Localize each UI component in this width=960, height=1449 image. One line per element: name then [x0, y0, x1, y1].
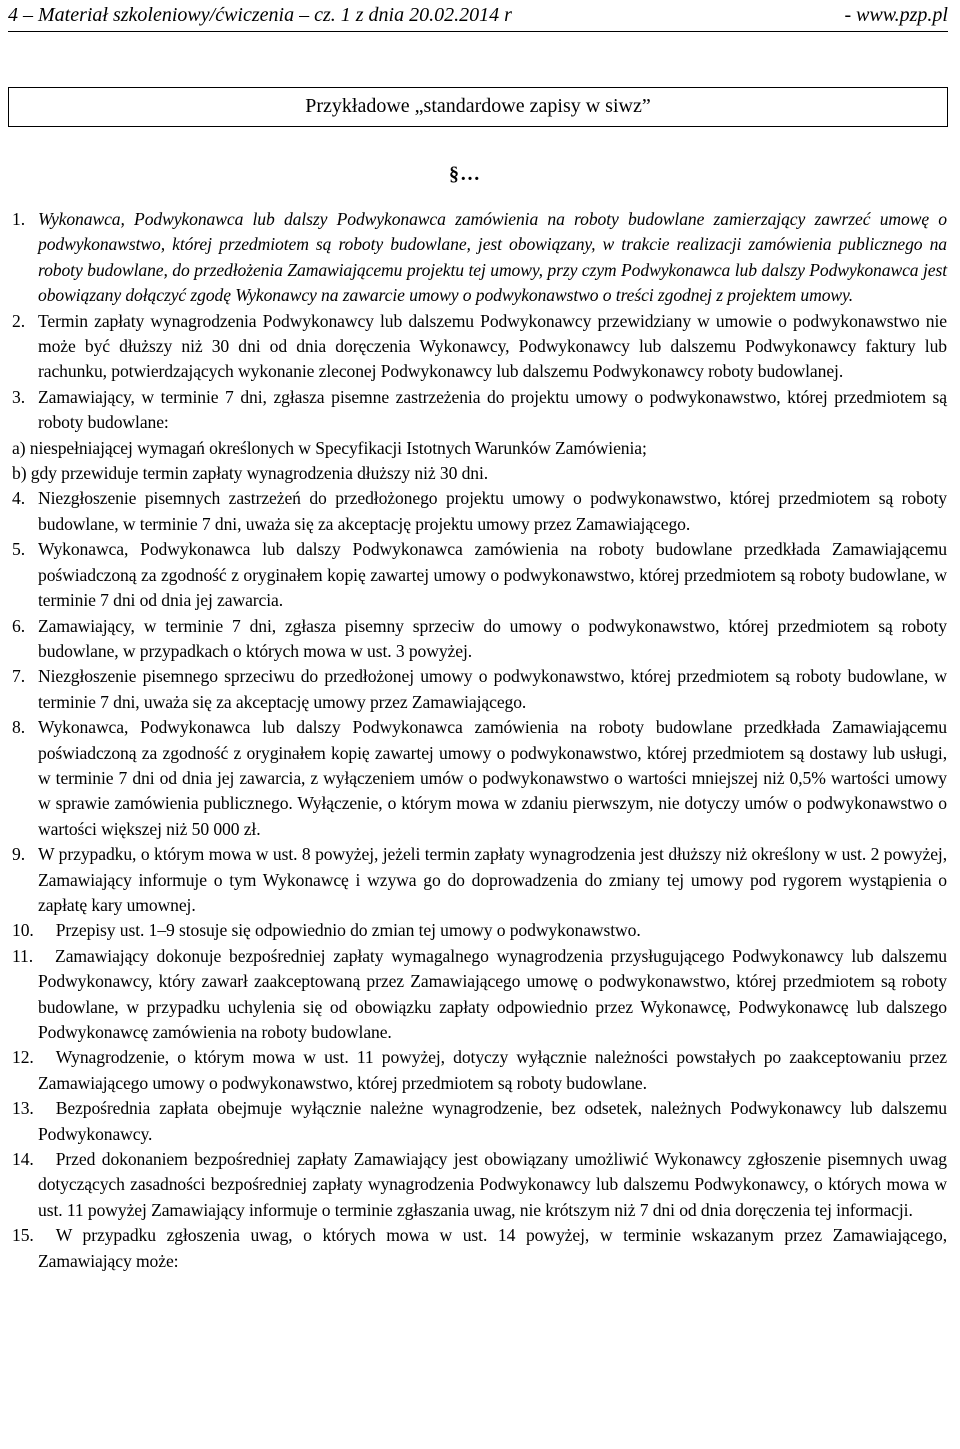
list-item-1: [12, 207, 947, 309]
list-subitem-b: b) gdy przewiduje termin zapłaty wynagrodzenia dłuższy niż 30 dni.: [12, 463, 489, 484]
list-item-5: [12, 537, 947, 613]
list-item-7: [12, 664, 947, 715]
list-subitem-a: a) niespełniającej wymagań określonych w Specyfikacji Istotnych Warunków Zamówienia;: [12, 437, 647, 458]
list-item-11: [12, 944, 947, 1046]
list-item-number: 12.: [12, 1047, 34, 1068]
list-item-number: 6.: [12, 615, 25, 636]
list-item-text: Wykonawca, Podwykonawca lub dalszy Podwykonawca zamówienia na roboty budowlane przedkłada Zamawiającemu poświadczoną za zgodność z oryginałem kopię zawartej umowy o podwykonawstwo, której przedmiotem są roboty budowlane, w terminie 7 dni od dnia jej zawarcia.: [38, 539, 947, 611]
list-item-text: W przypadku zgłoszenia uwag, o których mowa w ust. 14 powyżej, w terminie wskazanym przez Zamawiającego, Zamawiający może:: [38, 1225, 947, 1271]
list-item-text: Wykonawca, Podwykonawca lub dalszy Podwykonawca zamówienia na roboty budowlane przedkłada Zamawiającemu poświadczoną za zgodność z oryginałem kopię zawartej umowy o podwykonawstwo, której przedmiotem są dostawy lub usługi, w terminie 7 dni od dnia jej zawarcia, z wyłączeniem umów o podwykonawstwo o wartości mniejszej niż 0,5% wartości umowy w sprawie zamówienia publicznego. Wyłączenie, o którym mowa w zdaniu pierwszym, nie dotyczy umów o podwykonawstwo o wartości większej niż 50 000 zł.: [38, 717, 947, 839]
header-right-text: - www.pzp.pl: [844, 4, 948, 26]
list-item-4: [12, 486, 947, 537]
document-title-box: [8, 87, 948, 127]
list-item-text: Bezpośrednia zapłata obejmuje wyłącznie należne wynagrodzenie, bez odsetek, należnych Podwykonawcy lub dalszemu Podwykonawcy.: [38, 1098, 947, 1144]
page-header: [8, 2, 948, 32]
list-item-number: 4.: [12, 488, 25, 509]
list-item-text: Przepisy ust. 1–9 stosuje się odpowiednio do zmian tej umowy o podwykonawstwo.: [55, 920, 641, 941]
list-item-number: 1.: [12, 209, 25, 229]
list-item-text: Niezgłoszenie pisemnego sprzeciwu do przedłożonej umowy o podwykonawstwo, której przedmiotem są roboty budowlane, w terminie 7 dni, uważa się za akceptację umowy przez Zamawiającego.: [38, 666, 947, 712]
list-item-text: Wynagrodzenie, o którym mowa w ust. 11 powyżej, dotyczy wyłącznie należności powstałych po zaakceptowaniu przez Zamawiającego umowy o podwykonawstwo, której przedmiotem są roboty budowlane.: [38, 1047, 947, 1093]
list-item-9: [12, 842, 947, 918]
list-item-6: [12, 614, 947, 665]
list-item-text: W przypadku, o którym mowa w ust. 8 powyżej, jeżeli termin zapłaty wynagrodzenia jest dłuższy niż określony w ust. 2 powyżej, Zamawiający informuje o tym Wykonawcę i wzywa go do doprowadzenia do zmiany tej umowy pod rygorem wystąpienia o zapłatę kary umownej.: [38, 844, 947, 915]
list-item-text: Niezgłoszenie pisemnych zastrzeżeń do przedłożonego projektu umowy o podwykonawstwo, której przedmiotem są roboty budowlane, w terminie 7 dni, uważa się za akceptację projektu umowy przez Zamawiającego.: [38, 488, 947, 534]
document-body: [12, 207, 947, 1274]
list-item-number: 11.: [12, 945, 34, 966]
list-item-number: 15.: [12, 1225, 34, 1246]
list-item-text: Zamawiający, w terminie 7 dni, zgłasza pisemny sprzeciw do umowy o podwykonawstwo, której przedmiotem są roboty budowlane, w przypadkach o których mowa w ust. 3 powyżej.: [38, 615, 947, 661]
list-item-14: [12, 1147, 947, 1223]
list-item-10: [12, 918, 947, 943]
list-item-13: [12, 1096, 947, 1147]
header-left-text: 4 – Materiał szkoleniowy/ćwiczenia – cz. 1 z dnia 20.02.2014 r: [8, 4, 512, 26]
section-sign: §…: [449, 163, 481, 185]
list-item-number: 14.: [12, 1149, 34, 1170]
list-item-text: Przed dokonaniem bezpośredniej zapłaty Zamawiający jest obowiązany umożliwić Wykonawcy zgłoszenie pisemnych uwag dotyczących zasadności bezpośredniej zapłaty wynagrodzenia Podwykonawcy lub dalszemu Podwykonawcy, o których mowa w ust. 11 powyżej Zamawiający informuje o terminie zgłaszania uwag, nie krótszym niż 7 dni od dnia doręczenia tej informacji.: [38, 1149, 947, 1220]
list-item-2: [12, 309, 947, 385]
list-item-number: 13.: [12, 1098, 34, 1119]
list-item-number: 3.: [12, 386, 25, 407]
list-item-3: [12, 385, 947, 436]
list-item-15: [12, 1223, 947, 1274]
list-item-number: 9.: [12, 844, 25, 865]
list-item-number: 10.: [12, 920, 34, 941]
list-item-text: Zamawiający, w terminie 7 dni, zgłasza pisemne zastrzeżenia do projektu umowy o podwykonawstwo, której przedmiotem są roboty budowlane:: [38, 386, 947, 433]
list-item-8: [12, 715, 947, 842]
list-item-text: Termin zapłaty wynagrodzenia Podwykonawcy lub dalszemu Podwykonawcy przewidziany w umowie o podwykonawstwo nie może być dłuższy niż 30 dni od dnia doręczenia Wykonawcy, Podwykonawcy lub dalszemu Podwykonawcy faktury lub rachunku, potwierdzających wykonanie zleconej Podwykonawcy lub dalszemu Podwykonawcy roboty budowlanej.: [38, 310, 947, 382]
document-title: Przykładowe „standardowe zapisy w siwz”: [305, 95, 651, 117]
list-item-number: 2.: [12, 310, 25, 331]
list-item-number: 7.: [12, 666, 25, 687]
list-item-text: Wykonawca, Podwykonawca lub dalszy Podwykonawca zamówienia na roboty budowlane zamierzający zawrzeć umowę o podwykonawstwo, której przedmiotem są roboty budowlane, jest obowiązany, w trakcie realizacji zamówienia publicznego na roboty budowlane, do przedłożenia Zamawiającemu projektu tej umowy, przy czym Podwykonawca lub dalszy Podwykonawca jest obowiązany dołączyć zgodę Wykonawcy na zawarcie umowy o podwykonawstwo o treści zgodnej z projektem umowy.: [38, 209, 947, 306]
list-item-number: 5.: [12, 539, 25, 560]
list-item-12: [12, 1045, 947, 1096]
list-item-number: 8.: [12, 717, 25, 738]
list-item-text: Zamawiający dokonuje bezpośredniej zapłaty wymagalnego wynagrodzenia przysługującego Podwykonawcy lub dalszemu Podwykonawcy, który zawarł zaakceptowaną przez Zamawiającego umowę o podwykonawstwo, której przedmiotem są roboty budowlane, w przypadku uchylenia się od obowiązku zapłaty odpowiednio przez Wykonawcę, Podwykonawcę lub dalszego Podwykonawcę zamówienia na roboty budowlane.: [38, 945, 947, 1042]
